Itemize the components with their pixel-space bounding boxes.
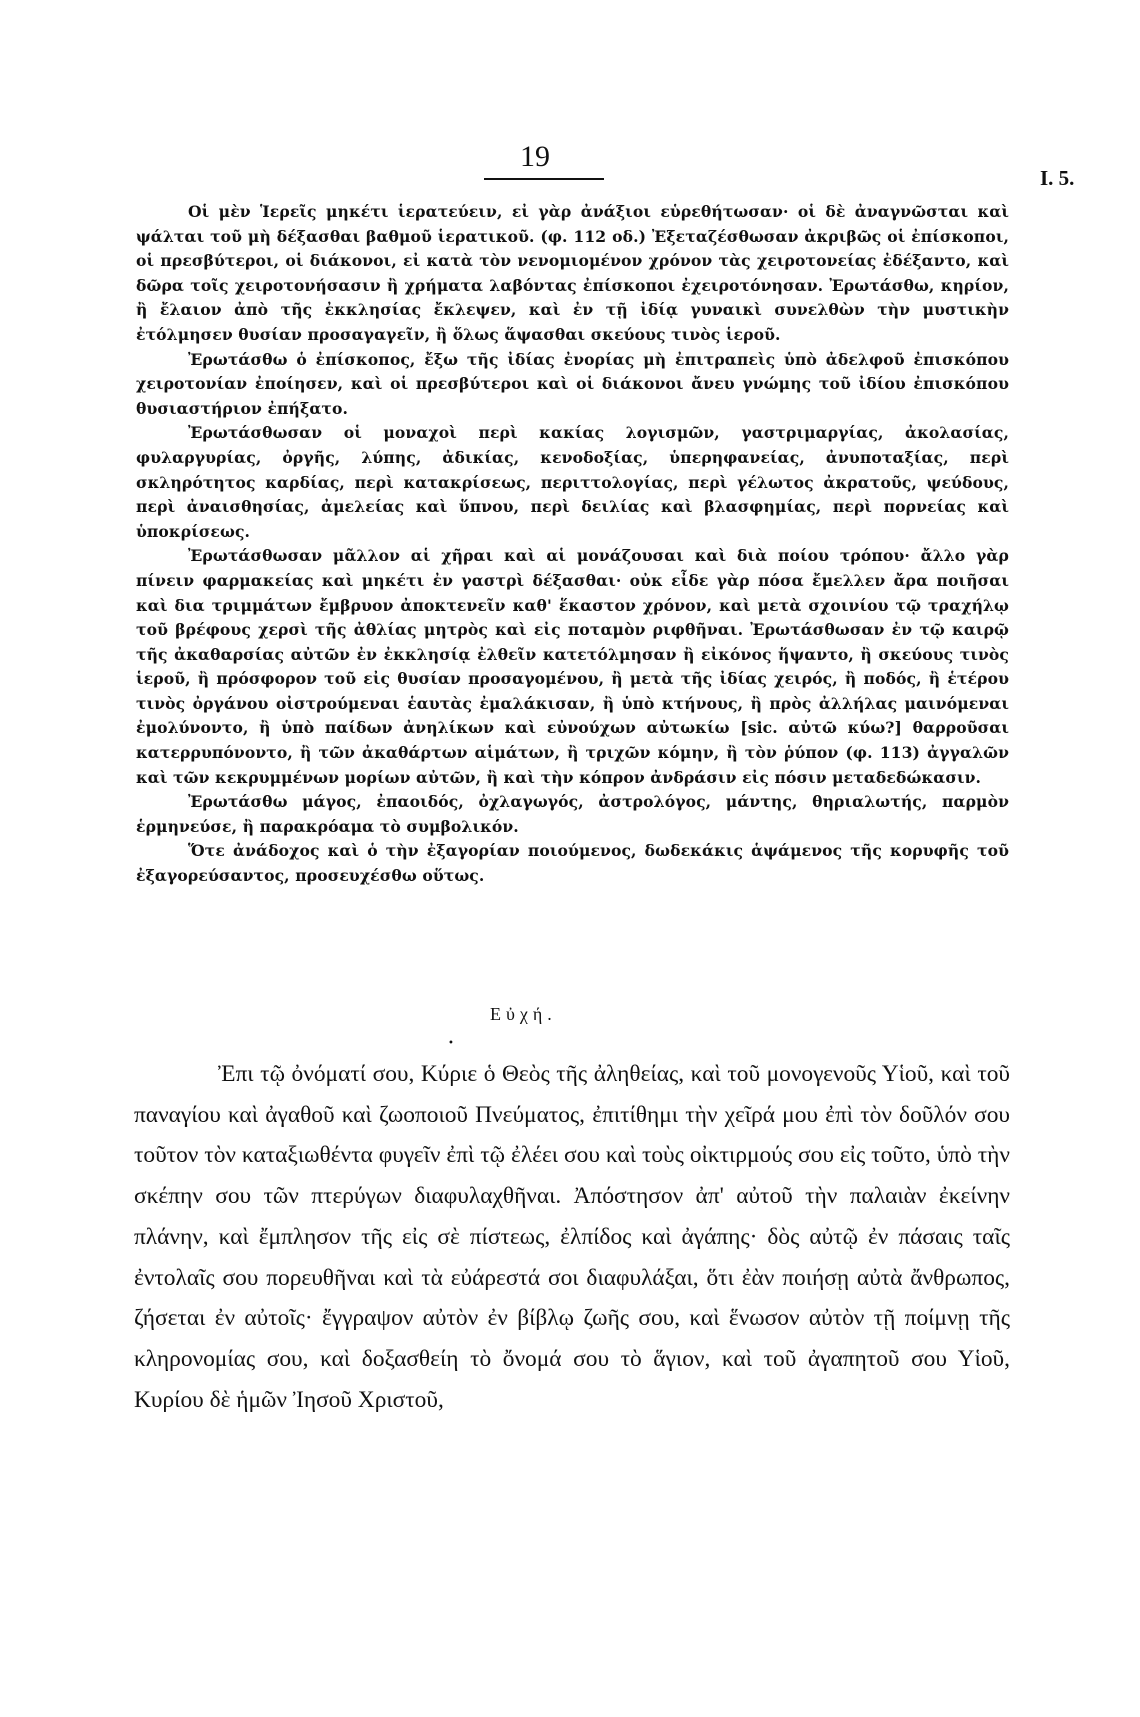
paragraph: Οἱ μὲν Ἱερεῖς μηκέτι ἱερατεύειν, εἰ γὰρ ἀνάξιοι εὑρεθήτωσαν· οἱ δὲ ἀναγνῶσται καὶ ψάλται τοῦ μὴ δέξασθαι βαθμοῦ ἱερατικοῦ. (φ. 112 οδ.) Ἐξεταζέσθωσαν ἀκριβῶς οἱ ἐπίσκοποι, οἱ πρεσβύτεροι, οἱ διάκονοι, εἰ κατὰ τὸν νενομιομένον χρόνον τὰς χειροτονείας ἐδέξαντο, καὶ δῶρα τοῖς χειροτονήσασιν ἢ χρήματα λαβόντας ἐπίσκοποι ἐχειροτόνησαν. Ἐρωτάσθω, κηρίον, ἢ ἔλαιον ἀπὸ τῆς ἐκκλησίας ἔκλεψεν, καὶ ἐν τῇ ἰδίᾳ γυναικὶ συνελθὼν τὴν μυστικὴν ἐτόλμησεν θυσίαν προσαγαγεῖν, ἢ ὅλως ἅψασθαι σκεύους τινὸς ἱεροῦ. bbox=[136, 202, 1009, 344]
bullet-mark: • bbox=[448, 1038, 454, 1049]
paragraph: Ἐρωτάσθωσαν μᾶλλον αἱ χῆραι καὶ αἱ μονάζουσαι καὶ διὰ ποίου τρόπου· ἄλλο γὰρ πίνειν φαρμακείας καὶ μηκέτι ἐν γαστρὶ δέξασθαι· οὐκ εἶδε γὰρ πόσα ἔμελλεν ἄρα ποιῆσαι καὶ δια τριμμάτων ἔμβρυον ἀποκτενεῖν καθ' ἕκαστον χρόνον, καὶ μετὰ σχοινίου τῷ τραχήλῳ τοῦ βρέφους χερσὶ τῆς ἀθλίας μητρὸς καὶ εἰς ποταμὸν ριφθῆναι. Ἐρωτάσθωσαν ἐν τῷ καιρῷ τῆς ἀκαθαρσίας αὐτῶν ἐν ἐκκλησίᾳ ἐλθεῖν κατετόλμησαν ἢ εἰκόνος ἥψαντο, ἢ σκεύους τινὸς ἱεροῦ, ἢ πρόσφορον τοῦ εἰς θυσίαν προσαγομένου, ἢ μετὰ τῆς ἰδίας χειρός, ἢ ποδός, ἢ ἑτέρου τινὸς ὀργάνου οἰστρούμεναι ἑαυτὰς ἐμαλάκισαν, ἢ ὑπὸ κτήνους, ἢ πρὸς ἀλλήλας μαινόμεναι ἐμολύνοντο, ἢ ὑπὸ παίδων ἀνηλίκων καὶ εὐνούχων αὐτωκίω [sic. αὐτῶ κύω?] θαρροῦσαι κατερρυπόνοντο, ἢ τῶν ἀκαθάρτων αἱμάτων, ἢ τριχῶν κόμην, ἢ τὸν ῥύπον (φ. 113) ἀγγαλῶν καὶ τῶν κεκρυμμένων μορίων αὐτῶν, ἢ καὶ τὴν κόπρον ἀνδράσιν εἰς πόσιν μεταδεδώκασιν. bbox=[136, 546, 1009, 787]
signature-mark: I. 5. bbox=[1040, 166, 1075, 190]
paragraph: Ἐρωτάσθωσαν οἱ μοναχοὶ περὶ κακίας λογισμῶν, γαστριμαργίας, ἀκολασίας, φυλαργυρίας, ὀργῆς, λύπης, ἀδικίας, κενοδοξίας, ὑπερηφανείας, ἀνυποταξίας, περὶ σκληρότητος καρδίας, περὶ κατακρίσεως, περιττολογίας, περὶ γέλωτος ἀκρατοῦς, ψεύδους, περὶ ἀναισθησίας, ἀμελείας καὶ ὕπνου, περὶ δειλίας καὶ βλασφημίας, περὶ πορνείας καὶ ὑποκρίσεως. bbox=[136, 423, 1009, 541]
paragraph: Ἐρωτάσθω ὁ ἐπίσκοπος, ἔξω τῆς ἰδίας ἐνορίας μὴ ἐπιτραπεὶς ὑπὸ ἀδελφοῦ ἐπισκόπου χειροτονίαν ἐποίησεν, καὶ οἱ πρεσβύτεροι καὶ οἱ διάκονοι ἄνευ γνώμης τοῦ ἰδίου ἐπισκόπου θυσιαστήριον ἐπήξατο. bbox=[136, 349, 1009, 418]
prayer-paragraph: Ἐπι τῷ ὀνόματί σου, Κύριε ὁ Θεὸς τῆς ἀληθείας, καὶ τοῦ μονογενοῦς Υἱοῦ, καὶ τοῦ παναγίου καὶ ἀγαθοῦ καὶ ζωοποιοῦ Πνεύματος, ἐπιτίθημι τὴν χεῖρά μου ἐπὶ τὸν δοῦλόν σου τοῦτον τὸν καταξιωθέντα φυγεῖν ἐπὶ τῷ ἐλέει σου καὶ τοὺς οἰκτιρμούς σου εἰς τοῦτο, ὑπὸ τὴν σκέπην σου τῶν πτερύγων διαφυλαχθῆναι. Ἀπόστησον ἀπ' αὐτοῦ τὴν παλαιὰν ἐκείνην πλάνην, καὶ ἔμπλησον τῆς εἰς σὲ πίστεως, ἐλπίδος καὶ ἀγάπης· δὸς αὐτῷ ἐν πάσαις ταῖς ἐντολαῖς σου πορευθῆναι καὶ τὰ εὐάρεστά σοι διαφυλάξαι, ὅτι ἐὰν ποιήσῃ αὐτὰ ἄνθρωπος, ζήσεται ἐν αὐτοῖς· ἔγγραψον αὐτὸν ἐν βίβλῳ ζωῆς σου, καὶ ἕνωσον αὐτὸν τῇ ποίμνῃ τῆς κληρονομίας σου, καὶ δοξασθείη τὸ ὄνομά σου τὸ ἅγιον, καὶ τοῦ ἀγαπητοῦ σου Υἱοῦ, Κυρίου δὲ ἡμῶν Ἰησοῦ Χριστοῦ, bbox=[134, 1061, 1010, 1413]
paragraph: Ἐρωτάσθω μάγος, ἐπαοιδός, ὀχλαγωγός, ἀστρολόγος, μάντης, θηριαλωτής, παρμὸν ἑρμηνεύσε, ἢ παρακρόαμα τὸ συμβολικόν. bbox=[136, 792, 1009, 836]
small-text-block bbox=[136, 200, 1009, 889]
paragraph: Ὅτε ἀνάδοχος καὶ ὁ τὴν ἐξαγορίαν ποιούμενος, δωδεκάκις ἁψάμενος τῆς κορυφῆς τοῦ ἐξαγορεύσαντος, προσευχέσθω οὕτως. bbox=[136, 841, 1009, 886]
prayer-text-block bbox=[134, 1054, 1010, 1420]
page-number-rule bbox=[484, 178, 604, 180]
prayer-heading: Εὐχή. bbox=[490, 1004, 557, 1024]
page-number: 19 bbox=[520, 140, 550, 173]
